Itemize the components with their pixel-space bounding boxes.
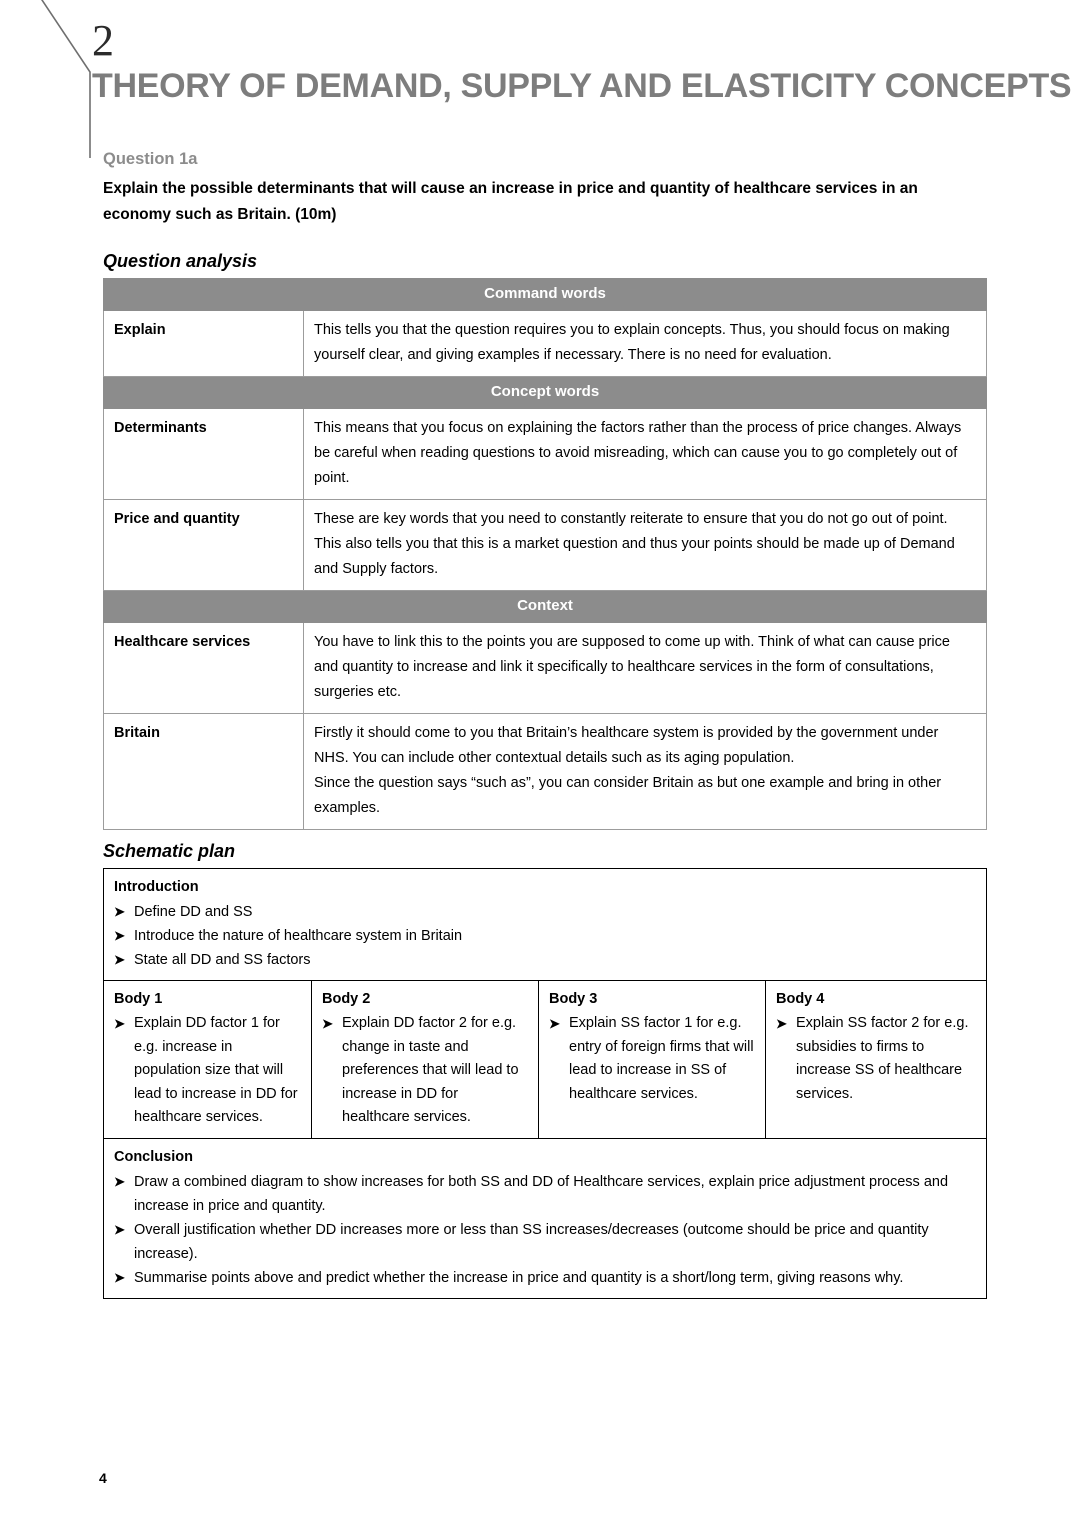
introduction-title: Introduction [114, 879, 199, 895]
table-cell-term: Healthcare services [104, 623, 304, 714]
table-cell-description [304, 409, 987, 500]
question-block [103, 148, 987, 228]
list-item-label: Define DD and SS [134, 904, 253, 920]
question-text: Explain the possible determinants that will cause an increase in price and quantity of healthcare services in an economy such as Britain. (10m) [103, 180, 918, 223]
page-title: THEORY OF DEMAND, SUPPLY AND ELASTICITY CONCEPTS [92, 67, 1072, 105]
arrow-right-icon: ➤ [114, 928, 125, 943]
body-cell-4 [766, 981, 987, 1139]
table-row [104, 409, 987, 500]
description-paragraph: You have to link this to the points you are supposed to come up with. Think of what can cause price and quantity to increase and link it specifically to healthcare services in the form of consultations, surgeries etc. [314, 634, 950, 700]
body-title: Body 3 [549, 991, 598, 1007]
table-cell-description [304, 623, 987, 714]
table-cell-term: Price and quantity [104, 500, 304, 591]
body-cell-3 [539, 981, 766, 1139]
list-item-label: Explain SS factor 2 for e.g. subsidies to firms to increase SS of healthcare services. [796, 1015, 969, 1102]
question-analysis-heading: Question analysis [103, 251, 258, 271]
table-row-bodies [104, 981, 987, 1139]
arrow-right-icon: ➤ [114, 1221, 125, 1237]
table-band-row [104, 279, 987, 311]
description-paragraph: This also tells you that this is a market question and thus your points should be made up of Demand and Supply factors. [314, 536, 955, 577]
arrow-right-icon: ➤ [322, 1016, 333, 1031]
body-title: Body 2 [322, 991, 371, 1007]
list-item [776, 1012, 976, 1106]
table-row [104, 311, 987, 377]
chapter-number: 2 [92, 16, 114, 65]
table-band-label: Context [104, 591, 987, 623]
table-cell-description [304, 500, 987, 591]
table-band-label: Concept words [104, 377, 987, 409]
table-cell-term: Determinants [104, 409, 304, 500]
conclusion-title: Conclusion [114, 1148, 193, 1165]
table-row [104, 500, 987, 591]
arrow-right-icon: ➤ [776, 1016, 787, 1031]
description-paragraph: This means that you focus on explaining the factors rather than the process of price changes. Always be careful when reading questions to avoid misreading, which can cause you to go completely out of point. [314, 420, 962, 486]
list-item [114, 948, 976, 972]
list-item-label: Overall justification whether DD increases more or less than SS increases/decreases (outcome should be price and quantity increase). [134, 1221, 929, 1262]
question-label: Question 1a [103, 150, 198, 168]
list-item [114, 1266, 976, 1290]
body-list [114, 1012, 301, 1130]
list-item-label: Explain SS factor 1 for e.g. entry of foreign firms that will lead to increase in SS of healthcare services. [569, 1015, 754, 1102]
description-paragraph: Firstly it should come to you that Britain’s healthcare system is provided by the government under NHS. You can include other contextual details such as its aging population. [314, 725, 939, 766]
conclusion-list [114, 1170, 976, 1290]
table-cell-description [304, 714, 987, 830]
table-band-row [104, 377, 987, 409]
question-analysis-table [103, 278, 987, 830]
list-item [114, 1012, 301, 1130]
table-row-introduction [104, 869, 987, 981]
list-item [114, 1170, 976, 1218]
schematic-plan-table [103, 868, 987, 1299]
table-row-conclusion [104, 1138, 987, 1298]
schematic-plan-heading: Schematic plan [103, 841, 236, 861]
body-cell-2 [312, 981, 539, 1139]
list-item-label: Introduce the nature of healthcare system in Britain [134, 928, 463, 944]
table-cell-term: Explain [104, 311, 304, 377]
body-cell-1 [104, 981, 312, 1139]
conclusion-cell [104, 1138, 987, 1298]
list-item-label: State all DD and SS factors [134, 952, 311, 968]
arrow-right-icon: ➤ [114, 904, 125, 919]
table-cell-description [304, 311, 987, 377]
list-item [322, 1012, 528, 1130]
list-item [549, 1012, 755, 1106]
table-band-row [104, 591, 987, 623]
description-paragraph: This tells you that the question requires you to explain concepts. Thus, you should focus on making yourself clear, and giving examples if necessary. There is no need for evaluation. [314, 322, 950, 363]
body-list [776, 1012, 976, 1106]
list-item-label: Summarise points above and predict whether the increase in price and quantity is a short/long term, giving reasons why. [134, 1269, 904, 1286]
chapter-header [92, 16, 1072, 106]
description-paragraph: These are key words that you need to constantly reiterate to ensure that you do not go out of point. [314, 511, 948, 527]
table-band-label: Command words [104, 279, 987, 311]
list-item [114, 1218, 976, 1266]
introduction-cell [104, 869, 987, 981]
list-item-label: Draw a combined diagram to show increases for both SS and DD of Healthcare services, explain price adjustment process and increase in price and quantity. [134, 1173, 949, 1214]
arrow-right-icon: ➤ [114, 952, 125, 967]
table-row [104, 623, 987, 714]
page-number: 4 [99, 1470, 107, 1486]
list-item [114, 924, 976, 948]
introduction-list [114, 900, 976, 972]
table-row [104, 714, 987, 830]
body-list [322, 1012, 528, 1130]
table-cell-term: Britain [104, 714, 304, 830]
list-item-label: Explain DD factor 1 for e.g. increase in population size that will lead to increase in DD for healthcare services. [134, 1015, 298, 1125]
arrow-right-icon: ➤ [114, 1173, 125, 1189]
arrow-right-icon: ➤ [549, 1016, 560, 1031]
description-paragraph: Since the question says “such as”, you can consider Britain as but one example and bring in other examples. [314, 775, 942, 816]
list-item [114, 900, 976, 924]
arrow-right-icon: ➤ [114, 1269, 125, 1285]
list-item-label: Explain DD factor 2 for e.g. change in taste and preferences that will lead to increase in DD for healthcare services. [342, 1015, 519, 1125]
body-title: Body 1 [114, 991, 163, 1007]
body-title: Body 4 [776, 991, 825, 1007]
body-list [549, 1012, 755, 1106]
arrow-right-icon: ➤ [114, 1016, 125, 1031]
